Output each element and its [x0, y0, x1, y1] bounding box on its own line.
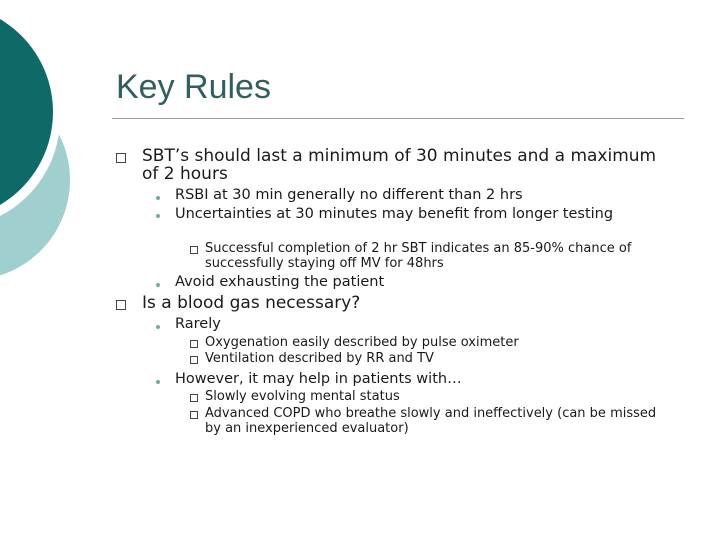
bullet-box-icon — [116, 300, 126, 310]
bullet-l1-sbt-duration: SBT’s should last a minimum of 30 minutes and a maximum of 2 hours — [142, 146, 657, 184]
bullet-box-icon — [190, 340, 198, 348]
bullet-box-icon — [190, 394, 198, 402]
bullet-box-icon — [190, 246, 198, 254]
bullet-l1-blood-gas: Is a blood gas necessary? — [142, 293, 361, 313]
bullet-dot-icon — [156, 325, 160, 329]
bullet-l2-avoid-exhausting: Avoid exhausting the patient — [175, 274, 385, 290]
bullet-dot-icon — [156, 380, 160, 384]
bullet-dot-icon — [156, 196, 160, 200]
bullet-l2-however: However, it may help in patients with… — [175, 371, 462, 387]
bullet-l3-successful-completion: Successful completion of 2 hr SBT indicates an 85-90% chance of successfully staying off MV for 48hrs — [205, 241, 632, 271]
bullet-l2-uncertainties: Uncertainties at 30 minutes may benefit from longer testing — [175, 206, 614, 222]
bullet-l3-ventilation: Ventilation described by RR and TV — [205, 351, 434, 366]
bullet-l2-rsbi: RSBI at 30 min generally no different than 2 hrs — [175, 187, 523, 203]
bullet-box-icon — [190, 356, 198, 364]
slide-title: Key Rules — [116, 68, 271, 106]
bullet-l3-oxygenation: Oxygenation easily described by pulse oximeter — [205, 335, 519, 350]
bullet-box-icon — [190, 411, 198, 419]
bullet-l3-advanced-copd: Advanced COPD who breathe slowly and ineffectively (can be missed by an inexperienced evaluator) — [205, 406, 657, 436]
bullet-l3-mental-status: Slowly evolving mental status — [205, 389, 400, 404]
bullet-dot-icon — [156, 283, 160, 287]
bullet-dot-icon — [156, 214, 160, 218]
bullet-box-icon — [116, 153, 126, 163]
bullet-l2-rarely: Rarely — [175, 316, 221, 332]
